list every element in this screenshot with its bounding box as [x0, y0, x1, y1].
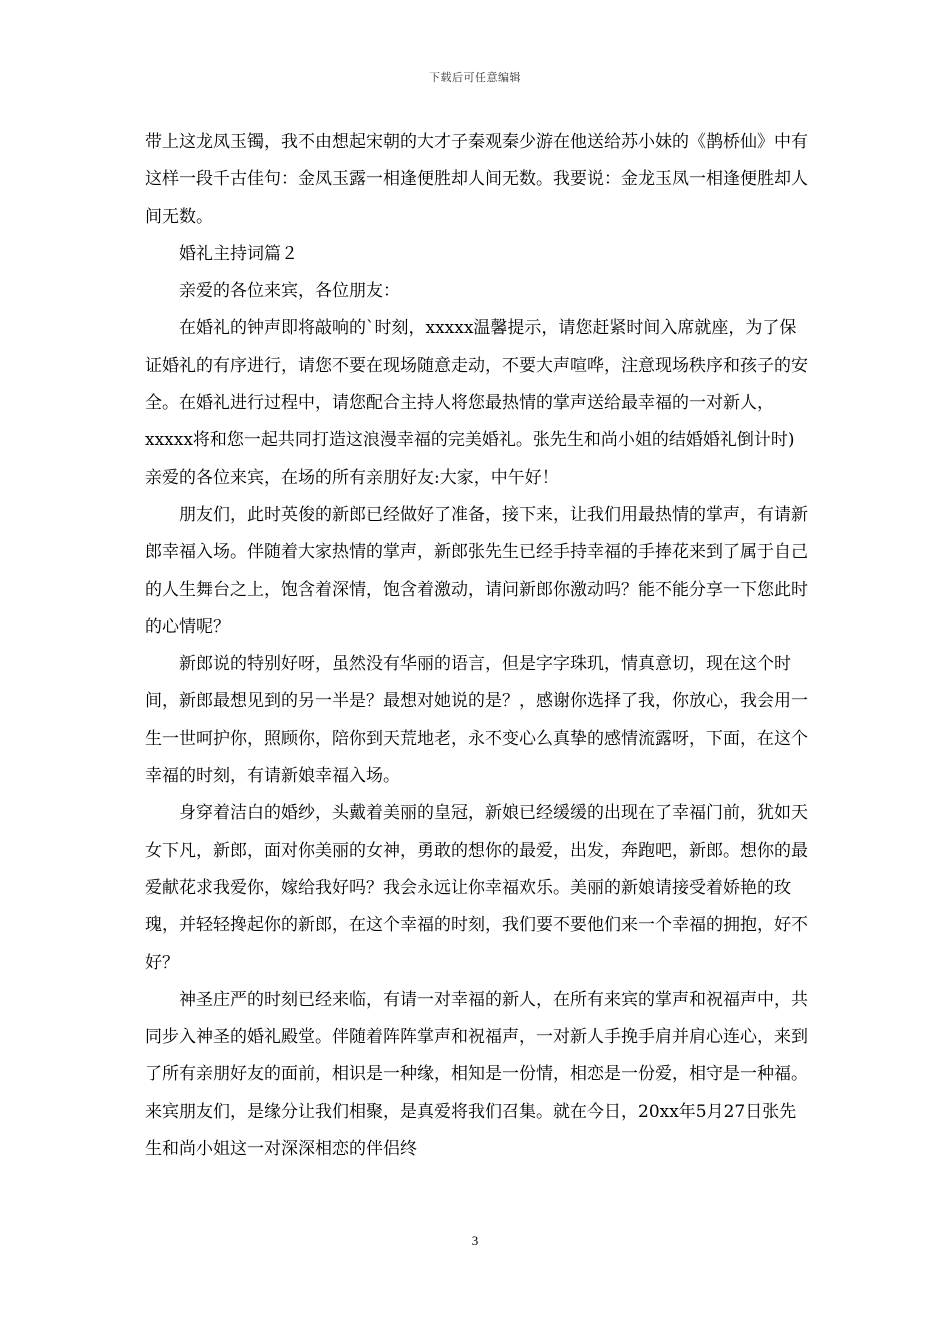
- page-header: 下载后可任意编辑: [429, 71, 521, 84]
- salutation: 亲爱的各位来宾，各位朋友：: [179, 281, 400, 302]
- paragraph: 身穿着洁白的婚纱，头戴着美丽的皇冠，新娘已经缓缓的出现在了幸福门前，犹如天女下凡，新郎，面对你美丽的女神，勇敢的想你的最爱，出发，奔跑吧，新郎。想你的最爱献花求我爱你，嫁给我好吗？我会永远让你幸福欢乐。美丽的新娘请接受着娇艳的玫瑰，并轻轻搀起你的新郎，在这个幸福的时刻，我们要不要他们来一个幸福的拥抱，好不好？: [145, 803, 808, 973]
- paragraph: 带上这龙凤玉镯，我不由想起宋朝的大才子秦观秦少游在他送给苏小妹的《鹊桥仙》中有这样一段千古佳句：金凤玉露一相逢便胜却人间无数。我要说：金龙玉凤一相逢便胜却人间无数。: [145, 132, 808, 227]
- document-body: [145, 124, 810, 1168]
- paragraph: 在婚礼的钟声即将敲响的`时刻，xxxxx温馨提示，请您赶紧时间入席就座，为了保证婚礼的有序进行，请您不要在现场随意走动，不要大声喧哗，注意现场秩序和孩子的安全。在婚礼进行过程中，请您配合主持人将您最热情的掌声送给最幸福的一对新人，xxxxx将和您一起共同打造这浪漫幸福的完美婚礼。张先生和尚小姐的结婚婚礼倒计时)亲爱的各位来宾，在场的所有亲朋好友:大家，中午好！: [145, 318, 808, 488]
- paragraph: 神圣庄严的时刻已经来临，有请一对幸福的新人，在所有来宾的掌声和祝福声中，共同步入神圣的婚礼殿堂。伴随着阵阵掌声和祝福声，一对新人手挽手肩并肩心连心，来到了所有亲朋好友的面前，相识是一种缘，相知是一份情，相恋是一份爱，相守是一种福。来宾朋友们，是缘分让我们相聚，是真爱将我们召集。就在今日，20xx年5月27日张先生和尚小姐这一对深深相恋的伴侣终: [145, 989, 808, 1160]
- section-heading: 婚礼主持词篇２: [179, 243, 298, 264]
- paragraph: 朋友们，此时英俊的新郎已经做好了准备，接下来，让我们用最热情的掌声，有请新郎幸福入场。伴随着大家热情的掌声，新郎张先生已经手持幸福的手捧花来到了属于自己的人生舞台之上，饱含着深情，饱含着激动，请问新郎你激动吗？能不能分享一下您此时的心情呢？: [145, 504, 808, 637]
- page-number: 3: [471, 1233, 479, 1248]
- paragraph: 新郎说的特别好呀，虽然没有华丽的语言，但是字字珠玑，情真意切，现在这个时间，新郎最想见到的另一半是？最想对她说的是？，感谢你选择了我，你放心，我会用一生一世呵护你，照顾你，陪你到天荒地老，永不变心么真挚的感情流露呀，下面，在这个幸福的时刻，有请新娘幸福入场。: [145, 654, 808, 787]
